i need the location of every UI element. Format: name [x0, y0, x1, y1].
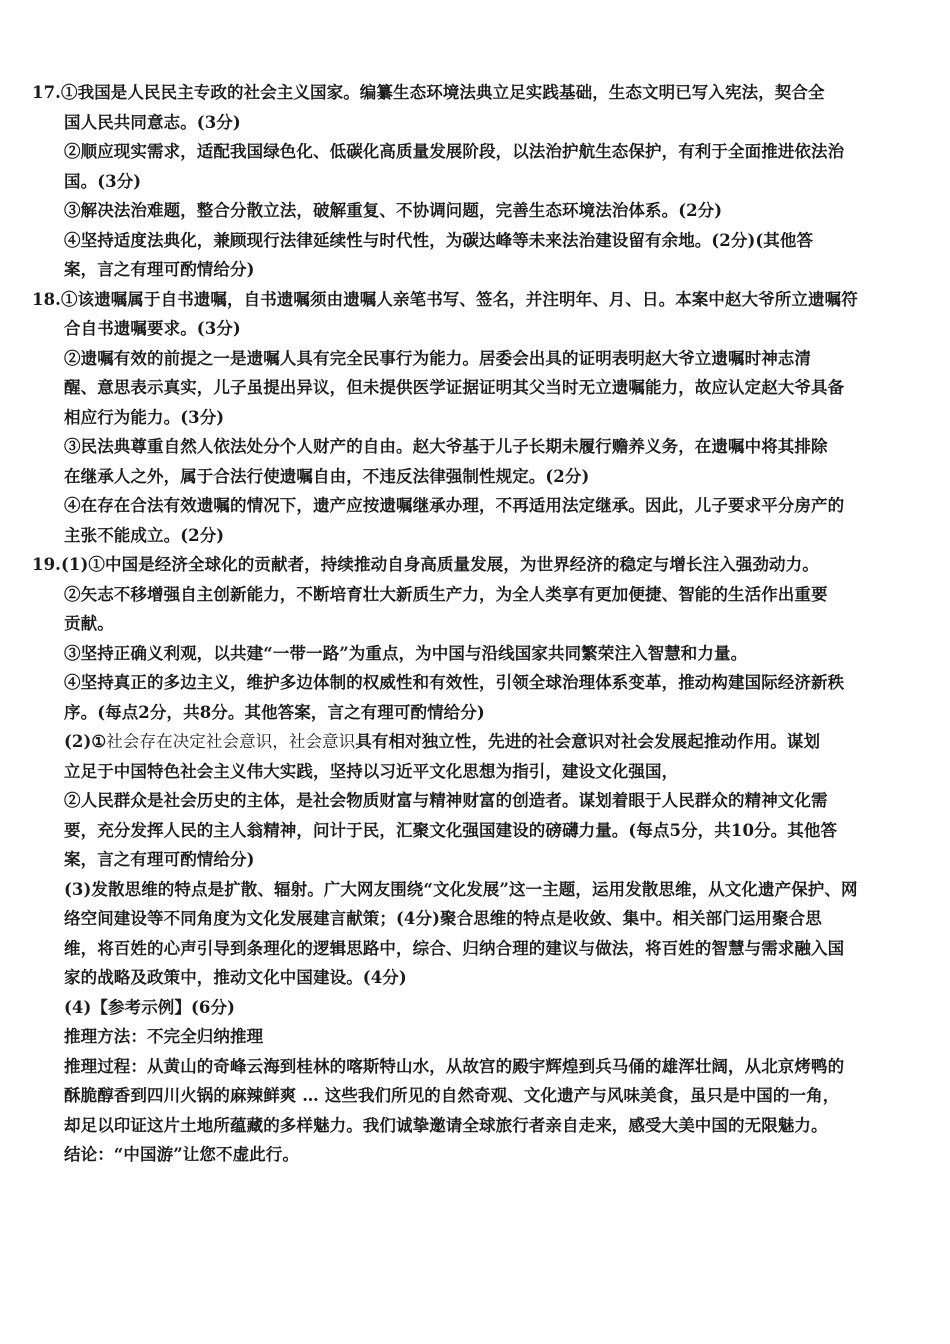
answer-19-part4-line: (4)【参考示例】(6分) — [64, 997, 235, 1017]
answer-19-part1-line: 序。(每点2分，共8分。其他答案，言之有理可酌情给分) — [64, 702, 485, 722]
answer-18-line: 合自书遗嘱要求。(3分) — [64, 319, 241, 338]
answer-18-line: 18.①该遗嘱属于自书遗嘱，自书遗嘱须由遗嘱人亲笔书写、签名，并注明年、月、日。本案中赵大爷所立遗嘱符 — [32, 289, 858, 309]
answer-19-part4-line: 推理过程：从黄山的奇峰云海到桂林的喀斯特山水，从故宫的殿宇辉煌到兵马俑的雄浑壮阔，从北京烤鸭的 — [64, 1056, 845, 1076]
answer-19-part1-line: ③坚持正确义利观，以共建“一带一路”为重点，为中国与沿线国家共同繁荣注入智慧和力量。 — [64, 643, 748, 663]
answer-18-line: ②遗嘱有效的前提之一是遗嘱人具有完全民事行为能力。居委会出具的证明表明赵大爷立遗嘱时神志清 — [64, 348, 811, 368]
answer-19-part1-line: 贡献。 — [64, 614, 114, 633]
answer-18-line: ③民法典尊重自然人依法处分个人财产的自由。赵大爷基于儿子长期未履行赡养义务，在遗嘱中将其排除 — [64, 437, 828, 456]
answer-19-part4-line: 却足以印证这片土地所蕴藏的多样魅力。我们诚挚邀请全球旅行者亲自走来，感受大美中国的无限魅力。 — [64, 1115, 828, 1135]
answer-18-line: 主张不能成立。(2分) — [64, 525, 225, 545]
answer-19-part2-line — [32, 727, 912, 757]
answer-19 — [32, 550, 912, 1170]
answer-19-part4-line: 推理方法：不完全归纳推理 — [64, 1027, 264, 1046]
answer-17-line: 国。(3分) — [64, 171, 142, 191]
answer-19-part2-prefix: (2)① — [64, 732, 107, 751]
answer-19-part1-line: ②矢志不移增强自主创新能力，不断培育壮大新质生产力，为全人类享有更加便捷、智能的生活作出重要 — [64, 584, 828, 604]
answer-19-part4-line: 结论：“中国游”让您不虚此行。 — [64, 1145, 299, 1164]
answer-18-line: 相应行为能力。(3分) — [64, 407, 225, 427]
answer-19-part2-line: 案，言之有理可酌情给分) — [64, 850, 255, 869]
answer-19-part2-rest: 具有相对独立性，先进的社会意识对社会发展起推动作用。谋划 — [355, 732, 821, 751]
answer-19-part3-line: 家的战略及政策中，推动文化中国建设。(4分) — [64, 968, 407, 987]
answer-17-line: 17.①我国是人民民主专政的社会主义国家。编纂生态环境法典立足实践基础，生态文明已写入宪法，契合全 — [32, 83, 825, 102]
answer-17-line: ④坚持适度法典化，兼顾现行法律延续性与时代性，为碳达峰等未来法治建设留有余地。(2分)(其他答 — [64, 230, 814, 250]
answer-18 — [32, 285, 912, 551]
answer-17 — [32, 78, 912, 285]
answer-19-part1-line: ④坚持真正的多边主义，维护多边体制的权威性和有效性，引领全球治理体系变革，推动构建国际经济新秩 — [64, 673, 845, 692]
answer-19-part3-line: 络空间建设等不同角度为文化发展建言献策；(4分)聚合思维的特点是收敛、集中。相关部门运用聚合思 — [64, 909, 822, 928]
answer-19-part3-line: (3)发散思维的特点是扩散、辐射。广大网友围绕“文化发展”这一主题，运用发散思维，从文化遗产保护、网 — [64, 879, 858, 899]
answer-19-part1-line: 19.(1)①中国是经济全球化的贡献者，持续推动自身高质量发展，为世界经济的稳定与增长注入强劲动力。 — [32, 555, 819, 574]
answer-18-line: 醒、意思表示真实，儿子虽提出异议，但未提供医学证据证明其父当时无立遗嘱能力，故应认定赵大爷具备 — [64, 378, 845, 397]
answer-17-line: 案，言之有理可酌情给分) — [64, 260, 255, 279]
answer-19-part2-light-text: 社会存在决定社会意识，社会意识 — [106, 732, 356, 751]
answer-18-line: 在继承人之外，属于合法行使遗嘱自由，不违反法律强制性规定。(2分) — [64, 466, 590, 486]
answer-17-line: ③解决法治难题，整合分散立法，破解重复、不协调问题，完善生态环境法治体系。(2分) — [64, 201, 723, 220]
answer-19-part2-line: 立足于中国特色社会主义伟大实践，坚持以习近平文化思想为指引，建设文化强国， — [64, 761, 679, 781]
answer-19-part2-line: ②人民群众是社会历史的主体，是社会物质财富与精神财富的创造者。谋划着眼于人民群众的精神文化需 — [64, 791, 828, 810]
answer-19-part4-line: 酥脆醇香到四川火锅的麻辣鲜爽 … 这些我们所见的自然奇观、文化遗产与风味美食，虽只是中国的一角， — [64, 1086, 840, 1105]
answer-document — [32, 78, 912, 1170]
answer-17-line: 国人民共同意志。(3分) — [64, 112, 241, 132]
answer-18-line: ④在存在合法有效遗嘱的情况下，遗产应按遗嘱继承办理，不再适用法定继承。因此，儿子要求平分房产的 — [64, 496, 845, 515]
answer-19-part2-line: 要，充分发挥人民的主人翁精神，问计于民，汇聚文化强国建设的磅礴力量。(每点5分，共10分。其他答 — [64, 820, 838, 840]
answer-17-line: ②顺应现实需求，适配我国绿色化、低碳化高质量发展阶段，以法治护航生态保护，有利于全面推进依法治 — [64, 142, 845, 161]
answer-19-part3-line: 维，将百姓的心声引导到条理化的逻辑思路中，综合、归纳合理的建议与做法，将百姓的智慧与需求融入国 — [64, 938, 845, 958]
